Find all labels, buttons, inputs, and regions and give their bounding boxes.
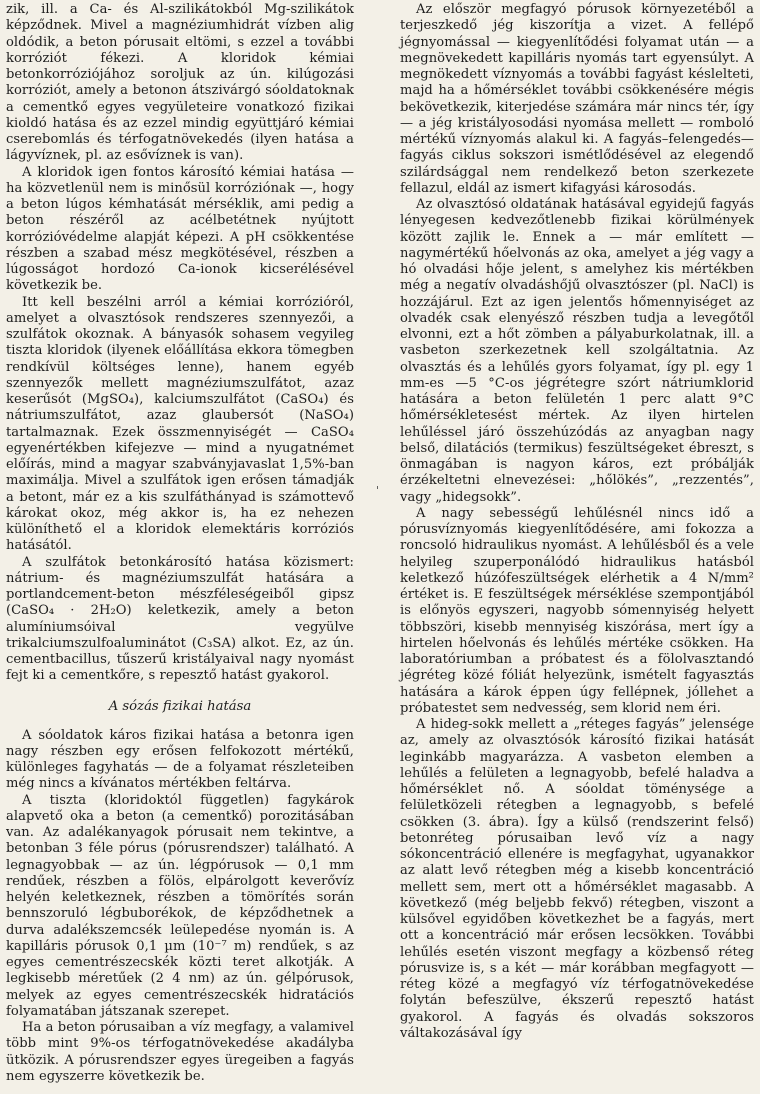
paragraph: zik, ill. a Ca- és Al-szilikátokból Mg-szilikátok képződnek. Mivel a magnéziumhidrát vízben alig oldódik, a beton pórusait eltömi, s ezzel a további korróziót fékezi. A kloridok kémiai betonkorróziójához soroljuk az ún. kilúgozási korróziót, amely a betonon átszivárgó sóoldatoknak a cementkő egyes vegyületeire vonatkozó fizikai kioldó hatása és az ezzel mindig együttjáró kémiai cserebomlás és térfogatnövekedés (ilyen hatása a lágyvíznek, pl. az esővíznek is van). xyxy=(6,2,354,164)
paragraph: Az először megfagyó pórusok környezetéből a terjeszkedő jég kiszorítja a vizet. A fellépő jégnyomással — kiegyenlítődési folyamat után — a megnövekedett kapilláris nyomás tart egyensúlyt. A megnökedett víznyomás a további fagyást késlelteti, majd ha a hőmérséklet további csökkenésére mégis bekövetkezik, kiterjedése számára már nincs tér, így — a jég kristályosodási nyomása mellett — romboló mértékű víznyomás alakul ki. A fagyás–felengedés—fagyás ciklus sokszori ismétlődésével az elegendő szilárdsággal nem rendelkező beton szerkezete fellazul, eldál az ismert kifagyási károsodás. xyxy=(400,2,754,196)
section-heading: A sózás fizikai hatása xyxy=(108,698,252,714)
left-column xyxy=(6,2,354,1085)
paragraph: Ha a beton pórusaiban a víz megfagy, a valamivel több mint 9%-os térfogatnövekedése akadályba ütközik. A pórusrendszer egyes üregeiben a fagyás nem egyszerre következik be. xyxy=(6,1020,354,1084)
paragraph: A nagy sebességű lehűlésnél nincs idő a pórusvíznyomás kiegyenlítődésére, ami fokozza a roncsoló hidraulikus nyomást. A lehűlésből és a vele helyileg szuperponálódó hidraulikus hatásból keletkező húzófeszültségek elérhetik a 4 N/mm² értéket is. E feszültségek mérséklése szempontjából is előnyös egyszeri, nagyobb sómennyiség helyett többszöri, kisebb mennyiség kiszórása, mert így a hirtelen hőelvonás és lehűlés mértéke csökken. Ha laboratóriumban a próbatest és a fölolvasztandó jégréteg közé fóliát helyezünk, ismételt fagyasztás hatására a károk éppen úgy fellépnek, jóllehet a próbatestet sem nedvesség, sem klorid nem éri. xyxy=(400,505,754,716)
paragraph: A kloridok igen fontos károsító kémiai hatása — ha közvetlenül nem is minősül korróziónak —, hogy a beton lúgos kémhatását mérséklik, ami pedig a beton részéről az acélbetétnek nyújtott korrózióvédelme alapját képezi. A pH csökkentése részben a szabad mész megkötésével, részben a lúgosságot hordozó Ca-ionok kicserélésével következik be. xyxy=(6,164,354,294)
margin-mark: ' xyxy=(376,484,380,497)
paragraph: Itt kell beszélni arról a kémiai korrózióról, amelyet a olvasztósok rendszeres szennyezői, a szulfátok okoznak. A bányasók sohasem vegyileg tiszta kloridok (ilyenek előállítása ekkora tömegben rendkívül költséges lenne), hanem egyéb szennyezők mellett magnéziumszulfátot, azaz keserűsót (MgSO₄), kalciumszulfátot (CaSO₄) és nátriumszulfátot, azaz glaubersót (NaSO₄) tartalmaznak. Ezek összmennyiségét — CaSO₄ egyenértékben kifejezve — mind a nyugatnémet előírás, mind a magyar szabványjavaslat 1,5%-ban maximálja. Mivel a szulfátok igen erősen támadják a betont, már ez a kis szulfáthányad is számottevő károkat okoz, még akkor is, ha ez nehezen különíthető el a kloridok elemektáris korróziós hatásától. xyxy=(6,294,354,554)
paragraph: Az olvasztósó oldatának hatásával egyidejű fagyás lényegesen kedvezőtlenebb fizikai körülmények között zajlik le. Ennek a — már említett — nagymértékű hőelvonás az oka, amelyet a jég vagy a hó olvadási hője jelent, s amelyhez kis mértékben még a negatív olvadáshőjű olvasztószer (pl. NaCl) is hozzájárul. Ezt az igen jelentős hőmennyiséget az olvadék csak elenyésző részben tudja a levegőtől elvonni, ezt a hőt zömben a pályaburkolatnak, ill. a vasbeton szerkezetnek kell szolgáltatnia. Az olvasztás és a lehűlés gyors folyamat, így pl. egy 1 mm-es —5 °C-os jégrétegre szórt nátriumklorid hatására a beton felületén 1 perc alatt 9°C hőmérsékletesést mértek. Az ilyen hirtelen lehűléssel járó összehúzódás az anyagban nagy belső, dilatációs (termikus) feszültségeket ébreszt, s önmagában is nagyon káros, ezt próbálják érzékeltetni elnevezései: „hőlökés”, „rezzentés”, vagy „hidegsokk”. xyxy=(400,197,754,505)
paragraph: A hideg-sokk mellett a „réteges fagyás” jelensége az, amely az olvasztósók károsító fizikai hatását leginkább magyarázza. A vasbeton elemben a lehűlés a felületen a legnagyobb, befelé haladva a hőmérséklet nő. A sóoldat töménysége a felületközeli rétegben a legnagyobb, s befelé csökken (3. ábra). Így a külső (rendszerint felső) betonréteg pórusaiban levő víz a nagy sókoncentráció ellenére is megfagyhat, ugyanakkor az alatt levő rétegben még a kisebb koncentráció mellett sem, mert ott a hőmérséklet magasabb. A következő (még beljebb fekvő) rétegben, viszont a külsővel egyidőben következhet be a fagyás, mert ott a koncentráció már erősen lecsökken. További lehűlés esetén viszont megfagy a közbenső réteg pórusvize is, s a két — már korábban megfagyott — réteg közé a megfagyó víz térfogatnövekedése folytán befeszülve, ékszerű repesztő hatást gyakorol. A fagyás és olvadás sokszoros váltakozásával így xyxy=(400,717,754,1041)
paragraph: A szulfátok betonkárosító hatása közismert: nátrium- és magnéziumszulfát hatására a portlandcement-beton mészféleségeiből gipsz (CaSO₄ · 2H₂O) keletkezik, amely a beton alumíniumsóival vegyülve trikalciumszulfoaluminátot (C₃SA) alkot. Ez, az ún. cementbacillus, tűszerű kristályaival nagy nyomást fejt ki a cementkőre, s repesztő hatást gyakorol. xyxy=(6,554,354,684)
paragraph: A tiszta (kloridoktól független) fagykárok alapvető oka a beton (a cementkő) porozitásában van. Az adalékanyagok pórusait nem tekintve, a betonban 3 féle pórus (pórusrendszer) található. A legnagyobbak — az ún. légpórusok — 0,1 mm rendűek, részben a fölös, elpárolgott keverővíz helyén keletkeznek, részben a tömörítés során bennszoruló légbuborékok, de képződhetnek a durva adalékszemcsék leülepedése nyomán is. A kapilláris pórusok 0,1 µm (10⁻⁷ m) rendűek, s az egyes cementrészecskék közti teret alkotják. A legkisebb méretűek (2 4 nm) az ún. gélpórusok, melyek az egyes cementrészecskék hidratációs folyamatában játszanak szerepet. xyxy=(6,792,354,1019)
right-column xyxy=(400,2,754,1042)
paragraph: A sóoldatok káros fizikai hatása a betonra igen nagy részben egy erősen felfokozott mértékű, különleges fagyhatás — de a folyamat részleteiben még nincs a kívánatos mértékben feltárva. xyxy=(6,727,354,792)
